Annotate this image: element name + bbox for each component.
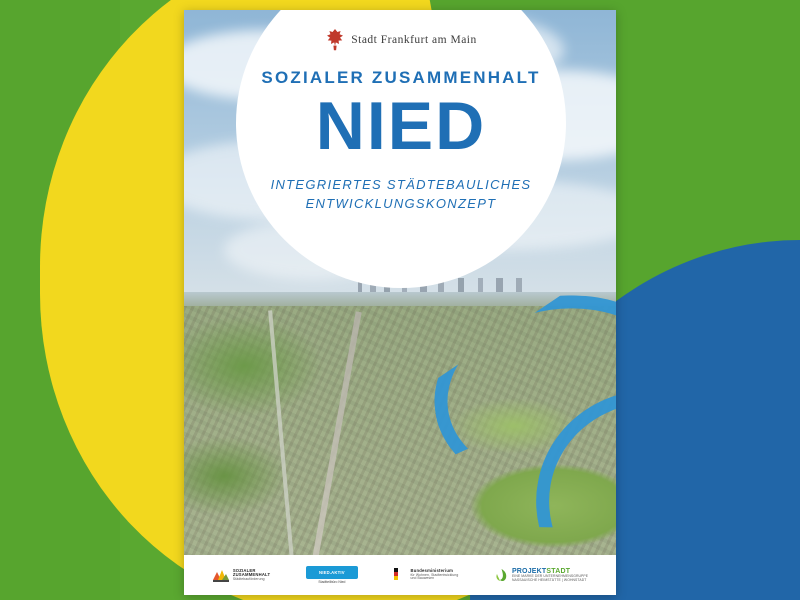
poster-cover [184,10,616,595]
logo-line-1: SOZIALER [232,567,256,573]
city-logo-text: Stadt Frankfurt am Main [351,34,477,46]
footer-logo-bar [184,555,616,595]
logo-line-1: Bundesministerium [410,568,454,574]
poster-subtitle-line2: ENTWICKLUNGSKONZEPT [305,195,497,211]
leaf-swirl-icon [494,568,509,583]
logo-bar-label: NIED.AKTIV [306,566,358,579]
bundesministerium-logo [394,567,459,583]
logo-caption: Stadtteilbüro Nied [318,580,346,584]
houses-icon [212,566,230,584]
logo-line-3: NASSAUISCHE HEIMSTÄTTE | WOHNSTADT [511,577,587,582]
staedtebaufoerderung-logo [212,566,270,584]
logo-line-3: Städtebauförderung [232,576,265,581]
logo-line-2: EINE MARKE DER UNTERNEHMENSGRUPPE [511,574,589,579]
logo-line-1: PROJEKTSTADT [511,567,571,575]
title-disc [236,10,566,288]
logo-line-2: ZUSAMMENHALT [232,572,271,578]
poster-subtitle [271,176,532,214]
city-logo [325,28,477,52]
nied-aktiv-logo [306,566,358,584]
poster-title: NIED [315,88,487,164]
frankfurt-eagle-crest-icon [325,28,345,52]
german-flag-icon [394,567,408,583]
poster-subtitle-line1: INTEGRIERTES STÄDTEBAULICHES [270,177,532,192]
poster-kicker: SOZIALER ZUSAMMENHALT [261,68,541,87]
logo-line-3: und Bauwesen [410,576,435,581]
projektstadt-logo [494,568,588,583]
logo-line-2: für Wohnen, Stadtentwicklung [410,572,459,577]
